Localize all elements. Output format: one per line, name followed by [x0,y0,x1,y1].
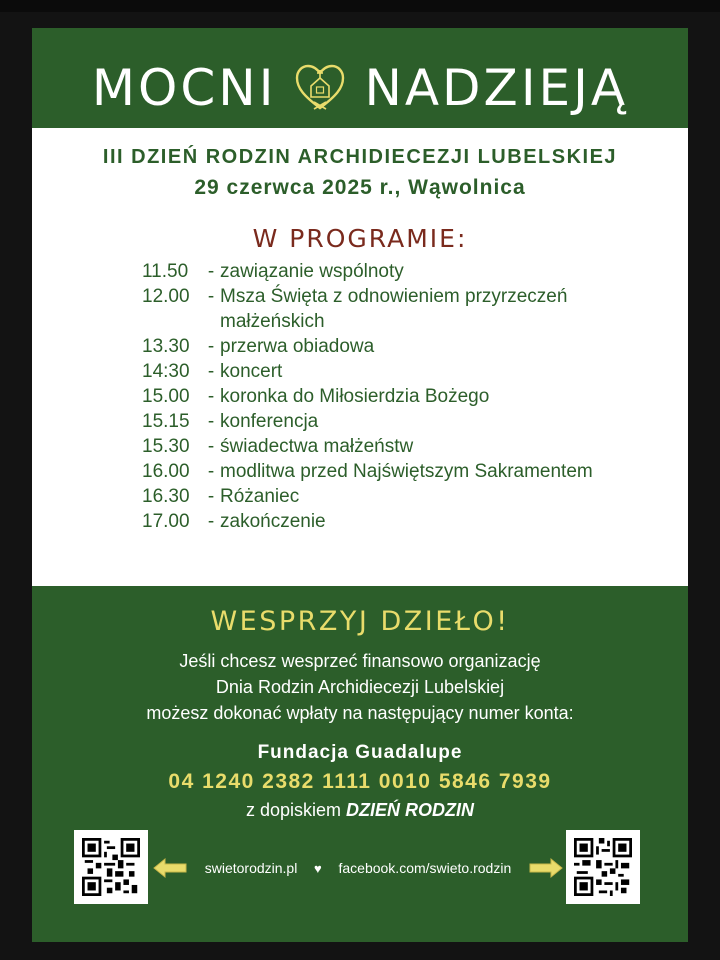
poster [32,28,688,942]
website-link[interactable]: swietorodzin.pl [204,860,298,876]
foundation-name: Fundacja Guadalupe [257,742,463,763]
support-text [32,648,688,726]
program-item: 14:30 - koncert [142,361,283,382]
qr-code-icon [82,838,140,896]
program-item: 11.50 - zawiązanie wspólnoty [142,261,404,282]
poster-title [32,58,688,118]
poster-header [32,28,688,128]
account-number: 04 1240 2382 1111 0010 5846 7939 [168,770,552,793]
support-line-1: Jeśli chcesz wesprzeć finansowo organizację [179,651,541,671]
program-item: 12.00 - Msza Święta z odnowieniem przyrzeczeń małżeńskich [142,286,568,332]
transfer-note [32,800,688,821]
support-line-3: możesz dokonać wpłaty na następujący numer konta: [146,703,574,723]
program-item: 13.30 - przerwa obiadowa [142,336,375,357]
arrow-left-icon [152,857,188,879]
heart-house-logo-icon [294,62,346,114]
program-item: 16.30 - Różaniec [142,486,300,507]
program-item: 15.15 - konferencja [142,411,319,432]
arrow-right-icon [528,857,564,879]
program-list [142,259,662,534]
program-item: 17.00 - zakończenie [142,511,326,532]
program-item: 15.00 - koronka do Miłosierdzia Bożego [142,386,490,407]
title-left: MOCNI [91,59,277,117]
event-date-place: 29 czerwca 2025 r., Wąwolnica [194,176,526,199]
transfer-note-bold: DZIEŃ RODZIN [346,800,475,820]
transfer-note-prefix: z dopiskiem [245,800,342,820]
qr-code-right[interactable] [566,830,640,904]
facebook-link[interactable]: facebook.com/swieto.rodzin [338,860,512,876]
program-item: 16.00 - modlitwa przed Najświętszym Sakramentem [142,461,593,482]
title-right: NADZIEJĄ [364,59,629,117]
program-item: 15.30 - świadectwa małżeństw [142,436,414,457]
links-bar [152,854,564,882]
event-title: III DZIEŃ RODZIN ARCHIDIECEZJI LUBELSKIEJ [102,146,618,168]
program-heading: W PROGRAMIE: [252,224,468,253]
support-line-2: Dnia Rodzin Archidiecezji Lubelskiej [215,677,505,697]
support-heading: WESPRZYJ DZIEŁO! [210,606,510,637]
qr-code-icon [574,838,632,896]
qr-code-left[interactable] [74,830,148,904]
heart-separator-icon: ♥ [314,860,322,876]
top-edge [0,0,720,12]
